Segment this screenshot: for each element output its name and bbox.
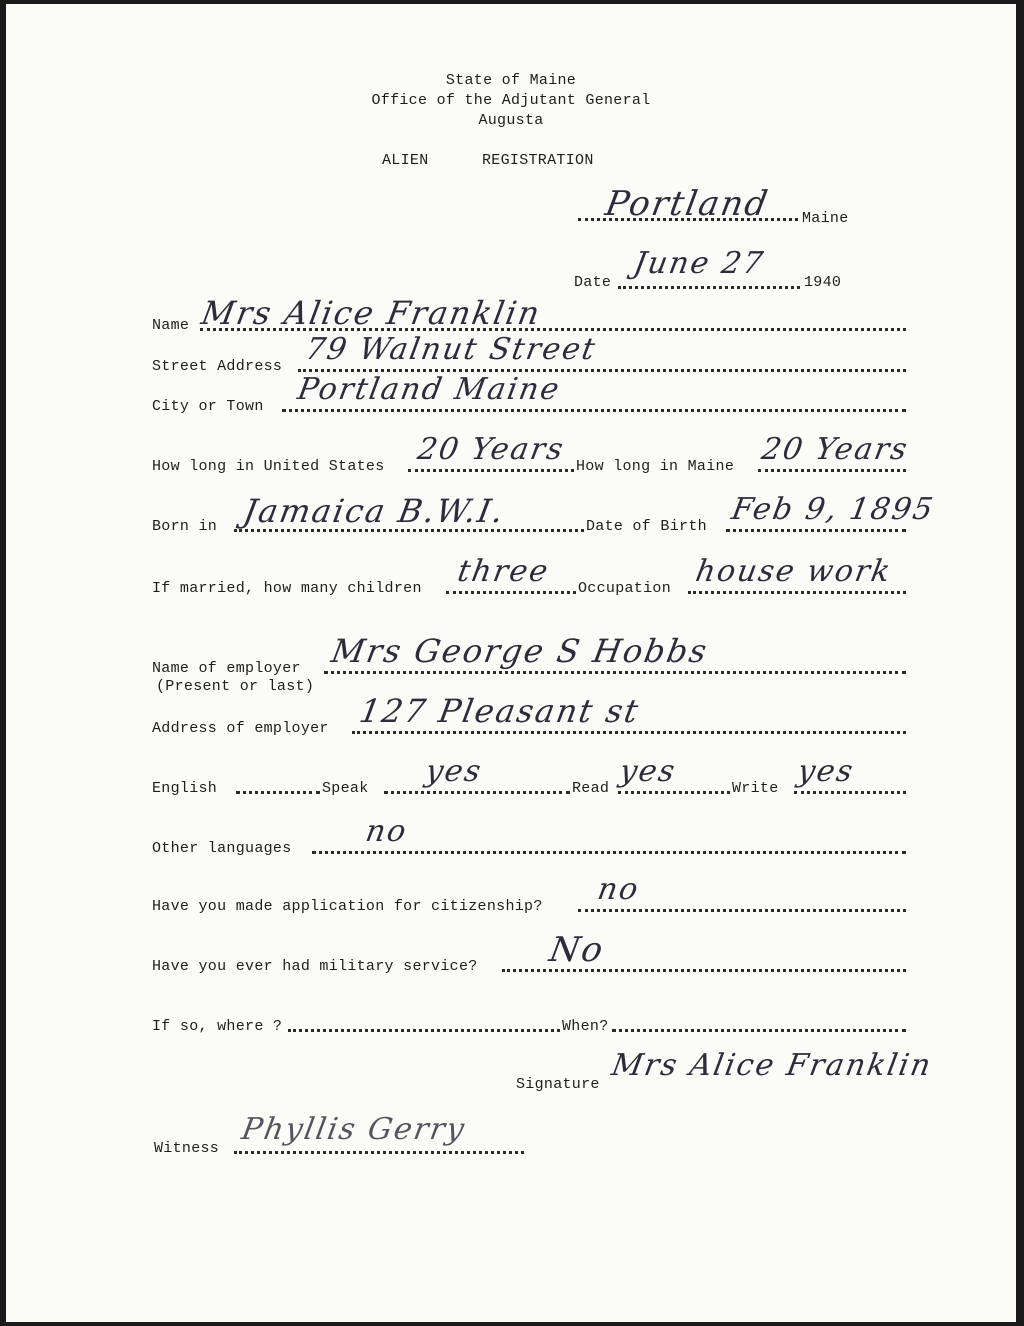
ifso-line [288, 1029, 560, 1032]
read-value: yes [616, 754, 680, 789]
dob-value: Feb 9, 1895 [728, 492, 938, 527]
us-label: How long in United States [152, 458, 385, 475]
place-suffix: Maine [802, 210, 849, 227]
when-line [612, 1029, 906, 1032]
children-value: three [454, 554, 553, 589]
me-label: How long in Maine [576, 458, 735, 475]
header-registration: REGISTRATION [482, 152, 594, 169]
me-value: 20 Years [758, 432, 912, 467]
emp-address-line [352, 731, 906, 734]
witness-value: Phyllis Gerry [238, 1112, 469, 1147]
military-label: Have you ever had military service? [152, 958, 478, 975]
read-label: Read [572, 780, 610, 797]
other-lang-line [312, 851, 906, 854]
occupation-line [688, 591, 906, 594]
english-line [236, 791, 320, 794]
header-state: State of Maine [445, 72, 577, 89]
write-label: Write [732, 780, 779, 797]
occupation-value: house work [692, 554, 895, 589]
born-value: Jamaica B.W.I. [240, 492, 509, 530]
signature-label: Signature [516, 1076, 600, 1093]
name-value: Mrs Alice Franklin [198, 294, 545, 332]
witness-line [234, 1151, 524, 1154]
occupation-label: Occupation [578, 580, 672, 597]
citizenship-value: no [594, 872, 643, 907]
header-office: Office of the Adjutant General [371, 92, 651, 109]
date-value: June 27 [630, 246, 768, 281]
emp-address-value: 127 Pleasant st [356, 692, 643, 730]
street-value: 79 Walnut Street [302, 332, 600, 367]
other-lang-value: no [362, 814, 411, 849]
dob-label: Date of Birth [586, 518, 707, 535]
military-value: No [546, 930, 608, 970]
employer-label: Name of employer [152, 660, 301, 677]
english-label: English [152, 780, 218, 797]
other-lang-label: Other languages [152, 840, 292, 857]
place-value: Portland [602, 184, 773, 224]
citizenship-line [578, 909, 906, 912]
dob-line [726, 529, 906, 532]
read-line [618, 791, 730, 794]
city-label: City or Town [152, 398, 264, 415]
born-label: Born in [152, 518, 218, 535]
us-value: 20 Years [414, 432, 568, 467]
witness-label: Witness [154, 1140, 220, 1157]
name-label: Name [152, 317, 190, 334]
children-label: If married, how many children [152, 580, 422, 597]
speak-label: Speak [322, 780, 369, 797]
emp-address-label: Address of employer [152, 720, 329, 737]
date-year: 1940 [804, 274, 842, 291]
write-line [794, 791, 906, 794]
city-value: Portland Maine [294, 372, 564, 407]
signature-value: Mrs Alice Franklin [608, 1048, 936, 1083]
city-line [282, 409, 906, 412]
me-line [758, 469, 906, 472]
children-line [446, 591, 576, 594]
header-alien: ALIEN [382, 152, 429, 169]
citizenship-label: Have you made application for citizenship? [152, 898, 543, 915]
registration-form [6, 4, 1016, 1322]
speak-line [384, 791, 570, 794]
speak-value: yes [422, 754, 486, 789]
date-label: Date [574, 274, 612, 291]
write-value: yes [794, 754, 858, 789]
ifso-label: If so, where ? [152, 1018, 283, 1035]
employer-sub: (Present or last) [156, 678, 315, 695]
employer-line [324, 671, 906, 674]
when-label: When? [562, 1018, 609, 1035]
date-line [618, 286, 800, 289]
employer-value: Mrs George S Hobbs [328, 632, 712, 670]
header-city: Augusta [478, 112, 544, 129]
us-line [408, 469, 574, 472]
street-label: Street Address [152, 358, 283, 375]
